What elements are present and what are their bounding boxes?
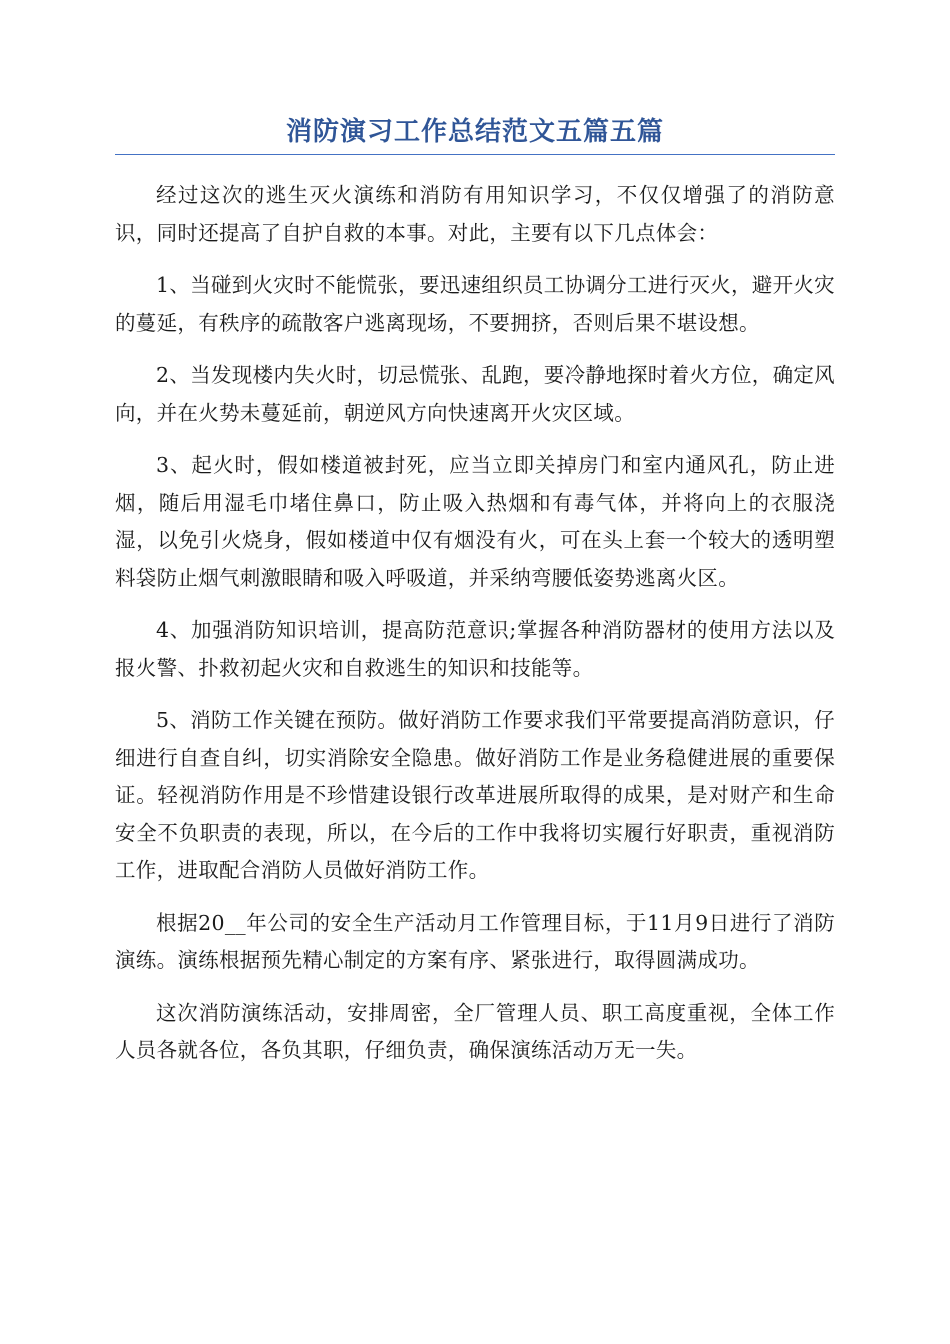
document-body bbox=[115, 177, 835, 1070]
paragraph-point-1: 1、当碰到火灾时不能慌张，要迅速组织员工协调分工进行灭火，避开火灾的蔓延，有秩序的疏散客户逃离现场，不要拥挤，否则后果不堪设想。 bbox=[115, 273, 835, 335]
paragraph-drill-organization: 这次消防演练活动，安排周密，全厂管理人员、职工高度重视，全体工作人员各就各位，各负其职，仔细负责，确保演练活动万无一失。 bbox=[115, 1000, 835, 1062]
document-page bbox=[115, 112, 835, 1085]
document-title: 消防演习工作总结范文五篇五篇 bbox=[115, 112, 835, 155]
paragraph-point-2: 2、当发现楼内失火时，切忌慌张、乱跑，要冷静地探时着火方位，确定风向，并在火势未蔓延前，朝逆风方向快速离开火灾区域。 bbox=[115, 363, 835, 425]
paragraph-drill-summary: 根据20__年公司的安全生产活动月工作管理目标，于11月9日进行了消防演练。演练根据预先精心制定的方案有序、紧张进行，取得圆满成功。 bbox=[115, 910, 835, 972]
paragraph-point-3: 3、起火时，假如楼道被封死，应当立即关掉房门和室内通风孔，防止进烟，随后用湿毛巾堵住鼻口，防止吸入热烟和有毒气体，并将向上的衣服浇湿，以免引火烧身，假如楼道中仅有烟没有火，可在头上套一个较大的透明塑料袋防止烟气刺激眼睛和吸入呼吸道，并采纳弯腰低姿势逃离火区。 bbox=[115, 453, 835, 590]
paragraph-point-5: 5、消防工作关键在预防。做好消防工作要求我们平常要提高消防意识，仔细进行自查自纠，切实消除安全隐患。做好消防工作是业务稳健进展的重要保证。轻视消防作用是不珍惜建设银行改革进展所取得的成果，是对财产和生命安全不负职责的表现，所以，在今后的工作中我将切实履行好职责，重视消防工作，进取配合消防人员做好消防工作。 bbox=[115, 708, 835, 882]
paragraph-intro: 经过这次的逃生灭火演练和消防有用知识学习，不仅仅增强了的消防意识，同时还提高了自护自救的本事。对此，主要有以下几点体会： bbox=[115, 183, 835, 245]
paragraph-point-4: 4、加强消防知识培训，提高防范意识;掌握各种消防器材的使用方法以及报火警、扑救初起火灾和自救逃生的知识和技能等。 bbox=[115, 618, 835, 680]
